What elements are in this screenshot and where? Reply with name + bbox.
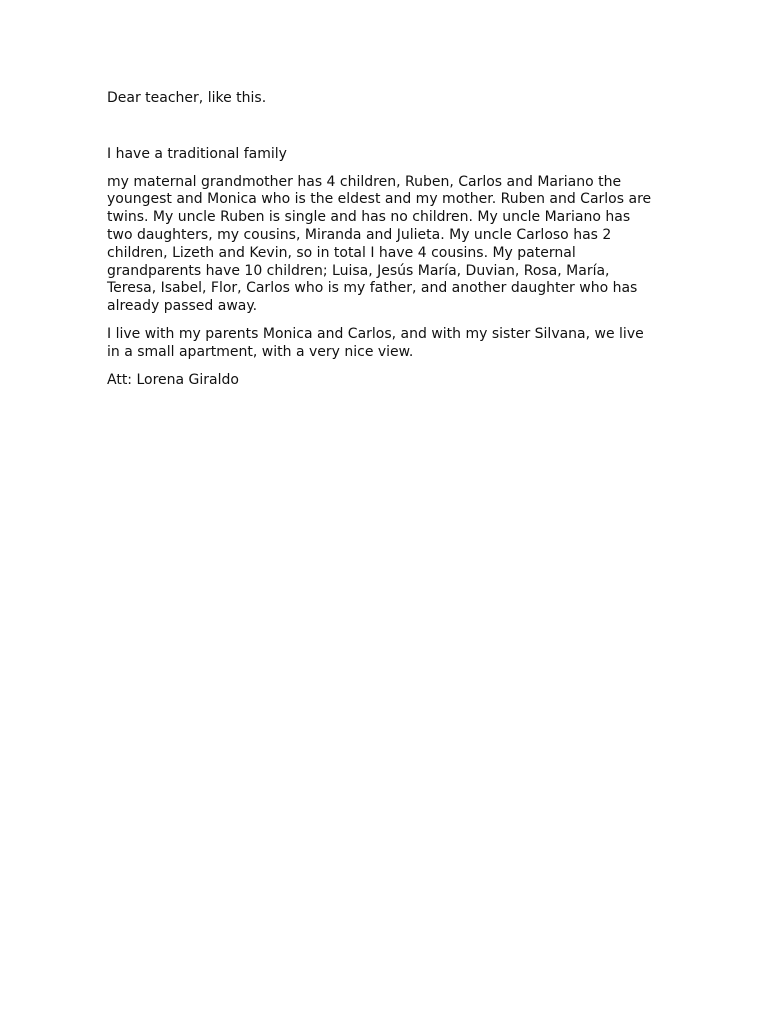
heading-line: I have a traditional family (107, 145, 287, 162)
family-paragraph: my maternal grandmother has 4 children, Ruben, Carlos and Mariano the youngest and Monica who is the eldest and my mother. Ruben and Carlos are twins. My uncle Ruben is single and has no children. My uncle Mariano has two daughters, my cousins, Miranda and Julieta. My uncle Carloso has 2 children, Lizeth and Kevin, so in total I have 4 cousins. My paternal grandparents have 10 children; Luisa, Jesús María, Duvian, Rosa, María, Teresa, Isabel, Flor, Carlos who is my father, and another daughter who has already passed away. (107, 173, 652, 315)
signature-line: Att: Lorena Giraldo (107, 371, 239, 388)
living-paragraph: I live with my parents Monica and Carlos, and with my sister Silvana, we live in a small apartment, with a very nice view. (107, 325, 644, 360)
greeting-line: Dear teacher, like this. (107, 90, 267, 106)
document-body (107, 90, 659, 389)
